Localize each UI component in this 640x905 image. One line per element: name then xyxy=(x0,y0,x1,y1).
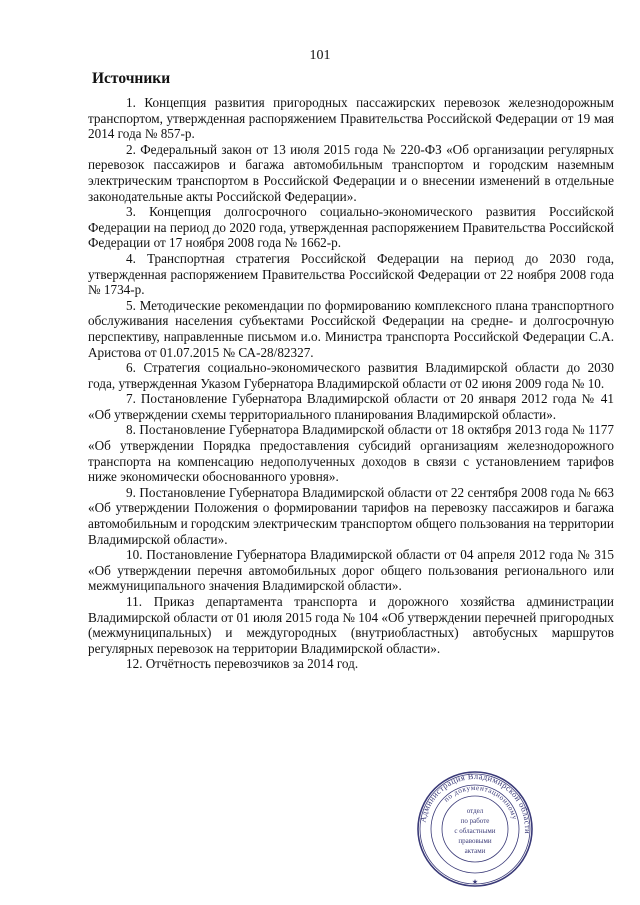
section-heading: Источники xyxy=(92,70,171,87)
source-item: 10. Постановление Губернатора Владимирской области от 04 апреля 2012 года № 315 «Об утверждении перечня автомобильных дорог общего пользования регионального или межмуниципального значения Владимирской области». xyxy=(88,547,614,594)
stamp-graphic xyxy=(418,772,532,886)
stamp-center-line: по работе xyxy=(460,817,490,825)
sources-list xyxy=(88,95,614,672)
source-item: 11. Приказ департамента транспорта и дорожного хозяйства администрации Владимирской области от 01 июля 2015 года № 104 «Об утверждении перечней пригородных (межмуниципальных) и междугородных (внутриобластных) автобусных маршрутов регулярных перевозок на территории Владимирской области». xyxy=(88,594,614,656)
source-item: 6. Стратегия социально-экономического развития Владимирской области до 2030 года, утвержденная Указом Губернатора Владимирской области от 02 июня 2009 года № 10. xyxy=(88,360,614,391)
source-item: 2. Федеральный закон от 13 июля 2015 года № 220-ФЗ «Об организации регулярных перевозок пассажиров и багажа автомобильным транспортом и городским наземным электрическим транспортом в Российской Федерации и о внесении изменений в отдельные законодательные акты Российской Федерации». xyxy=(88,141,614,204)
source-item: 7. Постановление Губернатора Владимирской области от 20 января 2012 года № 41 «Об утверждении схемы территориального планирования Владимирской области». xyxy=(88,391,614,422)
stamp-outer-text: Администрация Владимирской области xyxy=(418,771,533,835)
star-icon: ★ xyxy=(471,878,479,886)
source-item: 1. Концепция развития пригородных пассажирских перевозок железнодорожным транспортом, утвержденная распоряжением Правительства Российской Федерации от 19 мая 2014 года № 857-р. xyxy=(88,95,614,142)
source-item: 3. Концепция долгосрочного социально-экономического развития Российской Федерации на период до 2020 года, утвержденная распоряжением Правительства Российской Федерации от 17 ноября 2008 года № 1662-р. xyxy=(88,204,614,251)
stamp-center-line: с областными xyxy=(454,827,496,835)
source-item: 9. Постановление Губернатора Владимирской области от 22 сентября 2008 года № 663 «Об утверждении Положения о формировании тарифов на перевозку пассажиров и багажа автомобильным и городским электрическим транспортом общего пользования на территории Владимирской области». xyxy=(88,484,614,547)
source-item: 5. Методические рекомендации по формированию комплексного плана транспортного обслуживания населения субъектами Российской Федерации на средне- и долгосрочную перспективу, направленные письмом и.о. Министра транспорта Российской Федерации С.А. Аристова от 01.07.2015 № СА-28/82327. xyxy=(88,297,614,360)
official-stamp xyxy=(416,770,534,888)
stamp-ring-text: по документационному xyxy=(442,783,519,821)
source-item: 12. Отчётность перевозчиков за 2014 год. xyxy=(126,656,359,672)
stamp-center-line: правовыми xyxy=(458,837,492,845)
page-number: 101 xyxy=(309,48,331,63)
svg-text:Администрация Владимирской обл xyxy=(418,772,532,834)
stamp-center-line: актами xyxy=(464,847,486,855)
source-item: 4. Транспортная стратегия Российской Федерации на период до 2030 года, утвержденная распоряжением Правительства Российской Федерации от 22 ноября 2008 года № 1734-р. xyxy=(88,250,614,298)
stamp-center-line: отдел xyxy=(466,807,484,815)
source-item: 8. Постановление Губернатора Владимирской области от 18 октября 2013 года № 1177 «Об утверждении Порядка предоставления субсидий организациям железнодорожного транспорта на компенсацию недополученных доходов в связи с установлением тарифов ниже экономически обоснованного уровня». xyxy=(88,422,614,485)
